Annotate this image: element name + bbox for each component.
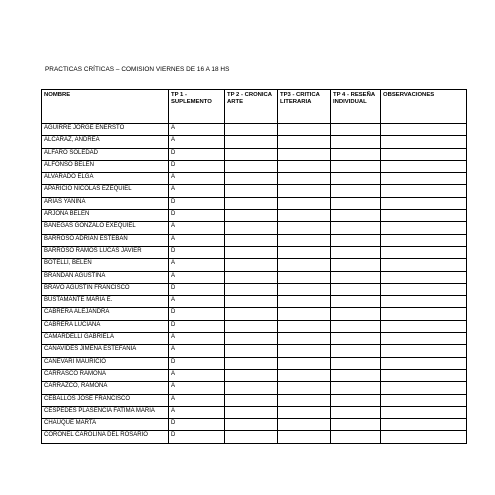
cell-observaciones xyxy=(381,136,467,148)
table-row xyxy=(42,234,467,246)
cell-nombre: BUSTAMANTE MARIA E. xyxy=(42,296,169,308)
cell-tp3 xyxy=(278,369,331,381)
cell-observaciones xyxy=(381,234,467,246)
cell-nombre: ALVARADO ELGA xyxy=(42,173,169,185)
cell-tp1: D xyxy=(169,308,225,320)
cell-observaciones xyxy=(381,296,467,308)
cell-tp2 xyxy=(225,124,278,136)
cell-nombre: CABRERA ALEJANDRA xyxy=(42,308,169,320)
cell-tp4 xyxy=(331,222,381,234)
cell-tp4 xyxy=(331,246,381,258)
grades-table xyxy=(41,89,467,444)
cell-tp4 xyxy=(331,308,381,320)
cell-tp3 xyxy=(278,185,331,197)
cell-tp4 xyxy=(331,124,381,136)
cell-tp3 xyxy=(278,308,331,320)
cell-tp3 xyxy=(278,259,331,271)
cell-tp3 xyxy=(278,333,331,345)
cell-observaciones xyxy=(381,394,467,406)
cell-observaciones xyxy=(381,246,467,258)
table-row xyxy=(42,148,467,160)
cell-tp4 xyxy=(331,185,381,197)
cell-observaciones xyxy=(381,271,467,283)
cell-tp2 xyxy=(225,394,278,406)
cell-tp1: A xyxy=(169,382,225,394)
cell-tp4 xyxy=(331,296,381,308)
cell-nombre: BOTELLI, BELEN xyxy=(42,259,169,271)
cell-nombre: CHAUQUE MARTA xyxy=(42,419,169,431)
cell-nombre: CANEVARI MAURICIO xyxy=(42,357,169,369)
cell-tp3 xyxy=(278,357,331,369)
cell-tp2 xyxy=(225,357,278,369)
cell-tp4 xyxy=(331,382,381,394)
cell-tp4 xyxy=(331,419,381,431)
cell-tp1: A xyxy=(169,173,225,185)
cell-tp3 xyxy=(278,246,331,258)
cell-tp4 xyxy=(331,357,381,369)
cell-tp3 xyxy=(278,222,331,234)
cell-tp4 xyxy=(331,259,381,271)
cell-nombre: CABRERA LUCIANA xyxy=(42,320,169,332)
cell-nombre: BARROSO RAMOS LUCAS JAVIER xyxy=(42,246,169,258)
cell-tp3 xyxy=(278,148,331,160)
cell-nombre: CEBALLOS JOSE FRANCISCO xyxy=(42,394,169,406)
cell-nombre: CAMARDELLI GABRIELA xyxy=(42,333,169,345)
cell-tp2 xyxy=(225,173,278,185)
header-tp1: TP 1 - SUPLEMENTO xyxy=(169,90,225,124)
table-row xyxy=(42,357,467,369)
cell-tp2 xyxy=(225,136,278,148)
cell-tp1: A xyxy=(169,345,225,357)
table-row xyxy=(42,160,467,172)
header-observaciones: OBSERVACIONES xyxy=(381,90,467,124)
cell-observaciones xyxy=(381,406,467,418)
cell-tp3 xyxy=(278,136,331,148)
cell-nombre: ALFONSO BELEN xyxy=(42,160,169,172)
cell-observaciones xyxy=(381,173,467,185)
cell-tp1: D xyxy=(169,320,225,332)
cell-observaciones xyxy=(381,320,467,332)
table-row xyxy=(42,246,467,258)
cell-tp1: A xyxy=(169,124,225,136)
cell-tp4 xyxy=(331,394,381,406)
cell-nombre: ARIAS YANINA xyxy=(42,197,169,209)
table-row xyxy=(42,283,467,295)
cell-nombre: CORONEL CAROLINA DEL ROSARIO xyxy=(42,431,169,443)
cell-tp3 xyxy=(278,173,331,185)
cell-tp2 xyxy=(225,345,278,357)
table-row xyxy=(42,210,467,222)
cell-tp3 xyxy=(278,296,331,308)
cell-tp4 xyxy=(331,369,381,381)
table-row xyxy=(42,394,467,406)
cell-observaciones xyxy=(381,345,467,357)
table-row xyxy=(42,333,467,345)
cell-tp3 xyxy=(278,382,331,394)
header-tp3: TP3 - CRITICA LITERARIA xyxy=(278,90,331,124)
cell-nombre: BARROSO ADRIAN ESTEBAN xyxy=(42,234,169,246)
header-nombre: NOMBRE xyxy=(42,90,169,124)
cell-tp2 xyxy=(225,308,278,320)
cell-tp3 xyxy=(278,419,331,431)
table-row xyxy=(42,419,467,431)
cell-tp1: D xyxy=(169,197,225,209)
cell-observaciones xyxy=(381,308,467,320)
cell-observaciones xyxy=(381,431,467,443)
table-row xyxy=(42,382,467,394)
cell-nombre: CARRASCO RAMONA xyxy=(42,369,169,381)
cell-tp4 xyxy=(331,406,381,418)
cell-tp4 xyxy=(331,210,381,222)
cell-tp1: A xyxy=(169,333,225,345)
cell-tp2 xyxy=(225,296,278,308)
cell-tp4 xyxy=(331,160,381,172)
cell-tp3 xyxy=(278,271,331,283)
cell-observaciones xyxy=(381,185,467,197)
cell-tp1: D xyxy=(169,148,225,160)
cell-observaciones xyxy=(381,210,467,222)
cell-nombre: AGUIRRE JORGE ENERSTO xyxy=(42,124,169,136)
cell-tp1: A xyxy=(169,296,225,308)
table-row xyxy=(42,173,467,185)
cell-nombre: ARJONA BELEN xyxy=(42,210,169,222)
cell-tp4 xyxy=(331,148,381,160)
cell-nombre: ALCARAZ, ANDREA xyxy=(42,136,169,148)
table-row xyxy=(42,124,467,136)
cell-tp2 xyxy=(225,185,278,197)
table-row xyxy=(42,406,467,418)
cell-tp4 xyxy=(331,173,381,185)
cell-tp2 xyxy=(225,259,278,271)
cell-tp3 xyxy=(278,394,331,406)
cell-tp1: D xyxy=(169,210,225,222)
cell-tp2 xyxy=(225,283,278,295)
cell-tp2 xyxy=(225,320,278,332)
cell-tp4 xyxy=(331,271,381,283)
cell-tp4 xyxy=(331,234,381,246)
cell-tp2 xyxy=(225,210,278,222)
cell-observaciones xyxy=(381,160,467,172)
table-header-row xyxy=(42,90,467,124)
cell-tp2 xyxy=(225,160,278,172)
cell-tp3 xyxy=(278,210,331,222)
table-row xyxy=(42,197,467,209)
cell-tp1: A xyxy=(169,369,225,381)
cell-tp2 xyxy=(225,222,278,234)
cell-nombre: CANAVIDES JIMENA ESTEFANIA xyxy=(42,345,169,357)
cell-tp1: A xyxy=(169,259,225,271)
cell-nombre: CESPEDES PLASENCIA FATIMA MARIA xyxy=(42,406,169,418)
cell-tp3 xyxy=(278,345,331,357)
cell-observaciones xyxy=(381,333,467,345)
cell-tp3 xyxy=(278,320,331,332)
cell-observaciones xyxy=(381,283,467,295)
table-row xyxy=(42,185,467,197)
cell-tp3 xyxy=(278,197,331,209)
cell-tp2 xyxy=(225,234,278,246)
cell-nombre: CARRAZCO, RAMONA xyxy=(42,382,169,394)
cell-tp1: D xyxy=(169,246,225,258)
cell-tp1: A xyxy=(169,136,225,148)
cell-nombre: APARICIO NICOLAS EZEQUIEL xyxy=(42,185,169,197)
page-title: PRACTICAS CRÍTICAS – COMISION VIERNES DE 16 A 18 HS xyxy=(45,66,230,73)
cell-observaciones xyxy=(381,369,467,381)
cell-tp4 xyxy=(331,333,381,345)
cell-tp4 xyxy=(331,431,381,443)
cell-tp1: A xyxy=(169,406,225,418)
cell-observaciones xyxy=(381,357,467,369)
cell-tp3 xyxy=(278,124,331,136)
cell-tp1: D xyxy=(169,283,225,295)
cell-tp1: D xyxy=(169,357,225,369)
table-row xyxy=(42,345,467,357)
cell-tp1: D xyxy=(169,160,225,172)
cell-tp4 xyxy=(331,283,381,295)
header-tp4: TP 4 - RESEÑA INDIVIDUAL xyxy=(331,90,381,124)
cell-tp1: D xyxy=(169,419,225,431)
cell-tp3 xyxy=(278,406,331,418)
cell-observaciones xyxy=(381,124,467,136)
table-row xyxy=(42,296,467,308)
cell-observaciones xyxy=(381,222,467,234)
table-row xyxy=(42,308,467,320)
table-body xyxy=(42,124,467,444)
cell-tp4 xyxy=(331,320,381,332)
cell-tp2 xyxy=(225,333,278,345)
cell-tp1: A xyxy=(169,185,225,197)
cell-tp1: A xyxy=(169,271,225,283)
cell-observaciones xyxy=(381,197,467,209)
table-row xyxy=(42,259,467,271)
cell-tp3 xyxy=(278,431,331,443)
cell-tp3 xyxy=(278,283,331,295)
cell-nombre: BANEGAS GONZALO EXEQUIEL xyxy=(42,222,169,234)
cell-observaciones xyxy=(381,148,467,160)
cell-tp1: A xyxy=(169,394,225,406)
cell-tp4 xyxy=(331,345,381,357)
cell-tp2 xyxy=(225,148,278,160)
table-row xyxy=(42,136,467,148)
table-row xyxy=(42,431,467,443)
cell-nombre: BRAVO AGUSTIN FRANCISCO xyxy=(42,283,169,295)
cell-observaciones xyxy=(381,382,467,394)
cell-tp2 xyxy=(225,197,278,209)
cell-nombre: ALFARO SOLEDAD xyxy=(42,148,169,160)
header-tp2: TP 2 - CRONICA ARTE xyxy=(225,90,278,124)
table-row xyxy=(42,369,467,381)
table-row xyxy=(42,320,467,332)
cell-tp1: D xyxy=(169,431,225,443)
cell-tp4 xyxy=(331,136,381,148)
cell-tp4 xyxy=(331,197,381,209)
cell-tp1: A xyxy=(169,234,225,246)
cell-tp2 xyxy=(225,246,278,258)
cell-observaciones xyxy=(381,419,467,431)
cell-tp2 xyxy=(225,369,278,381)
cell-tp2 xyxy=(225,419,278,431)
cell-tp3 xyxy=(278,160,331,172)
table-row xyxy=(42,271,467,283)
cell-tp2 xyxy=(225,271,278,283)
cell-tp3 xyxy=(278,234,331,246)
cell-tp2 xyxy=(225,406,278,418)
cell-tp2 xyxy=(225,382,278,394)
cell-observaciones xyxy=(381,259,467,271)
cell-tp2 xyxy=(225,431,278,443)
cell-nombre: BRANDAN AGUSTINA xyxy=(42,271,169,283)
cell-tp1: A xyxy=(169,222,225,234)
table-row xyxy=(42,222,467,234)
